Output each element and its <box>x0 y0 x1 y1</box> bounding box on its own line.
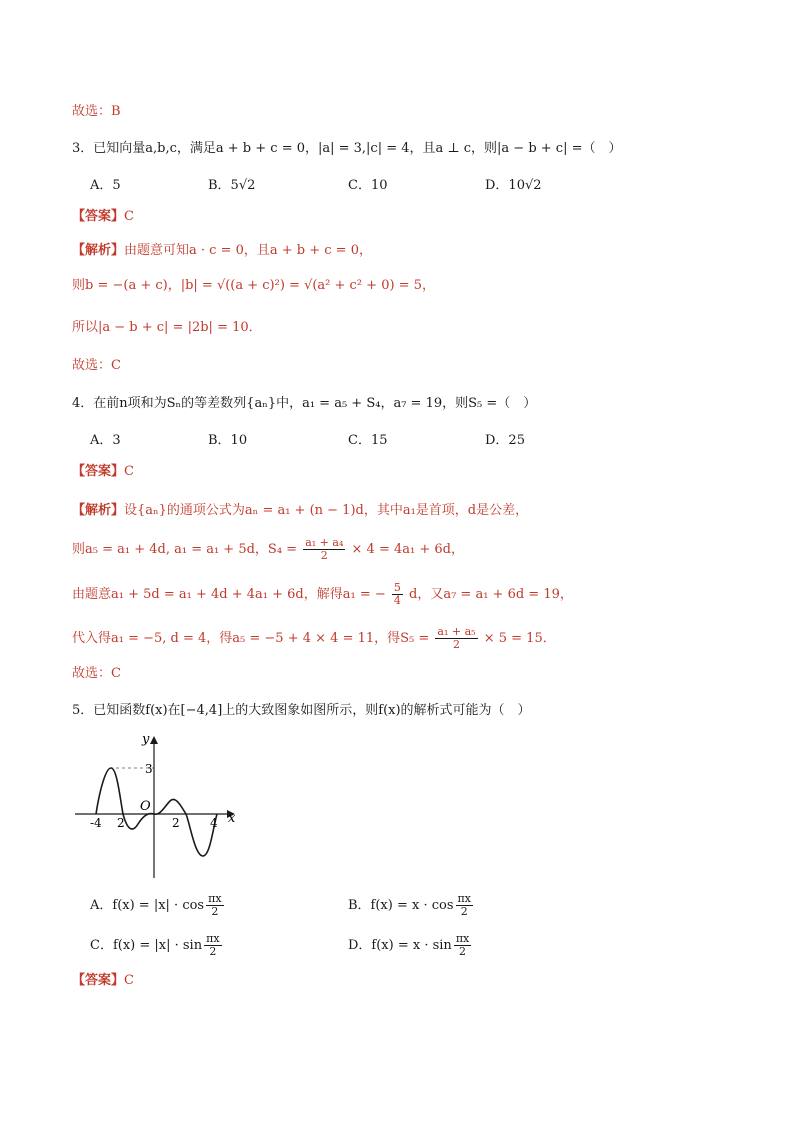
fraction <box>303 537 345 562</box>
analysis-text: 由题意可知a · c = 0，且a + b + c = 0， <box>124 243 372 258</box>
fraction-numerator: a₁ + a₅ <box>437 625 476 638</box>
fraction-denominator: 2 <box>460 905 468 918</box>
fraction-denominator: 4 <box>393 594 401 607</box>
function-graph <box>70 728 250 883</box>
analysis-tag: 【解析】 <box>72 503 125 518</box>
analysis-4-right: × 5 = 15． <box>483 631 556 646</box>
fraction <box>456 893 473 918</box>
q3-analysis-3: 所以|a − b + c| = |2b| = 10． <box>72 320 262 335</box>
q5-option-b <box>348 893 475 918</box>
q4-option-c: C．15 <box>348 433 388 448</box>
fraction-numerator: πx <box>457 892 471 905</box>
q3-option-a: A．5 <box>90 178 121 193</box>
q3-analysis-2: 则b = −(a + c)，|b| = √((a + c)²) = √(a² + c² + 0) = 5， <box>72 278 435 293</box>
fraction <box>392 582 403 607</box>
y-axis-label: y <box>142 732 150 747</box>
q3-option-c: C．10 <box>348 178 388 193</box>
answer-tag: 【答案】 <box>72 464 125 479</box>
option-label: C．f(x) = |x| · sin <box>90 938 203 953</box>
q4-option-b: B．10 <box>208 433 248 448</box>
origin-label: O <box>140 799 151 814</box>
answer-value: C <box>124 209 134 224</box>
analysis-2-right: × 4 = 4a₁ + 6d， <box>351 542 464 557</box>
fraction-denominator: 2 <box>211 905 219 918</box>
q3-answer <box>72 207 134 227</box>
fraction <box>206 893 223 918</box>
q3-analysis-1 <box>72 241 372 261</box>
fraction-numerator: 5 <box>393 581 401 594</box>
q3-option-d: D．10√2 <box>485 178 542 193</box>
fraction-numerator: πx <box>455 932 470 945</box>
fraction-denominator: 2 <box>320 549 328 562</box>
answer-value: C <box>124 973 134 988</box>
answer-tag: 【答案】 <box>72 209 125 224</box>
fraction <box>204 933 221 958</box>
x-axis-label: x <box>228 811 236 826</box>
x-tick-label: 2 <box>172 816 180 830</box>
q3-option-b: B．5√2 <box>208 178 256 193</box>
q3-stem: 3．已知向量a,b,c，满足a + b + c = 0，|a| = 3,|c| = 4，且a ⊥ c，则|a − b + c| =（ ） <box>72 141 622 156</box>
fraction-numerator: πx <box>206 932 220 945</box>
q5-option-a <box>90 893 226 918</box>
y-tick-label: 3 <box>145 762 153 776</box>
analysis-2-left: 则a₅ = a₁ + 4d, a₁ = a₁ + 5d，S₄ = <box>72 542 298 557</box>
option-label: A．f(x) = |x| · cos <box>90 898 205 913</box>
x-tick-label: 2 <box>117 816 125 830</box>
analysis-4-left: 代入得a₁ = −5, d = 4，得a₅ = −5 + 4 × 4 = 11，得S₅ = <box>72 631 430 646</box>
q4-analysis-1 <box>72 501 528 521</box>
function-curve <box>96 768 217 856</box>
answer-value: C <box>124 464 134 479</box>
q4-analysis-4 <box>72 626 556 651</box>
fraction-denominator: 2 <box>209 945 217 958</box>
q4-option-a: A．3 <box>90 433 121 448</box>
q5-option-c <box>90 933 224 958</box>
fraction-denominator: 2 <box>459 945 467 958</box>
option-label: D．f(x) = x · sin <box>348 938 452 953</box>
answer-tag: 【答案】 <box>72 973 125 988</box>
x-tick-label: -4 <box>90 816 102 830</box>
q3-conclusion: 故选：C <box>72 358 121 373</box>
analysis-3-left: 由题意a₁ + 5d = a₁ + 4d + 4a₁ + 6d，解得a₁ = − <box>72 587 386 602</box>
q5-option-d <box>348 933 473 958</box>
q2-conclusion: 故选：B <box>72 104 121 119</box>
y-axis-arrow-icon <box>150 736 158 744</box>
analysis-3-right: d，又a₇ = a₁ + 6d = 19， <box>409 587 573 602</box>
analysis-text: 设{aₙ}的通项公式为aₙ = a₁ + (n − 1)d，其中a₁是首项，d是公差， <box>124 503 529 518</box>
q4-analysis-2 <box>72 537 464 562</box>
q4-analysis-3 <box>72 582 573 607</box>
q5-stem: 5．已知函数f(x)在[−4,4]上的大致图象如图所示，则f(x)的解析式可能为（ ） <box>72 703 531 718</box>
q5-answer <box>72 971 134 991</box>
fraction-numerator: a₁ + a₄ <box>305 536 344 549</box>
fraction <box>435 626 477 651</box>
q4-stem: 4．在前n项和为Sₙ的等差数列{aₙ}中，a₁ = a₅ + S₄，a₇ = 19，则S₅ =（ ） <box>72 396 537 411</box>
q4-conclusion: 故选：C <box>72 666 121 681</box>
q4-option-d: D．25 <box>485 433 525 448</box>
analysis-tag: 【解析】 <box>72 243 125 258</box>
fraction-denominator: 2 <box>453 638 460 651</box>
option-label: B．f(x) = x · cos <box>348 898 454 913</box>
q4-answer <box>72 462 134 482</box>
fraction-numerator: πx <box>208 892 222 905</box>
x-tick-label: 4 <box>210 816 218 830</box>
fraction <box>454 933 471 958</box>
